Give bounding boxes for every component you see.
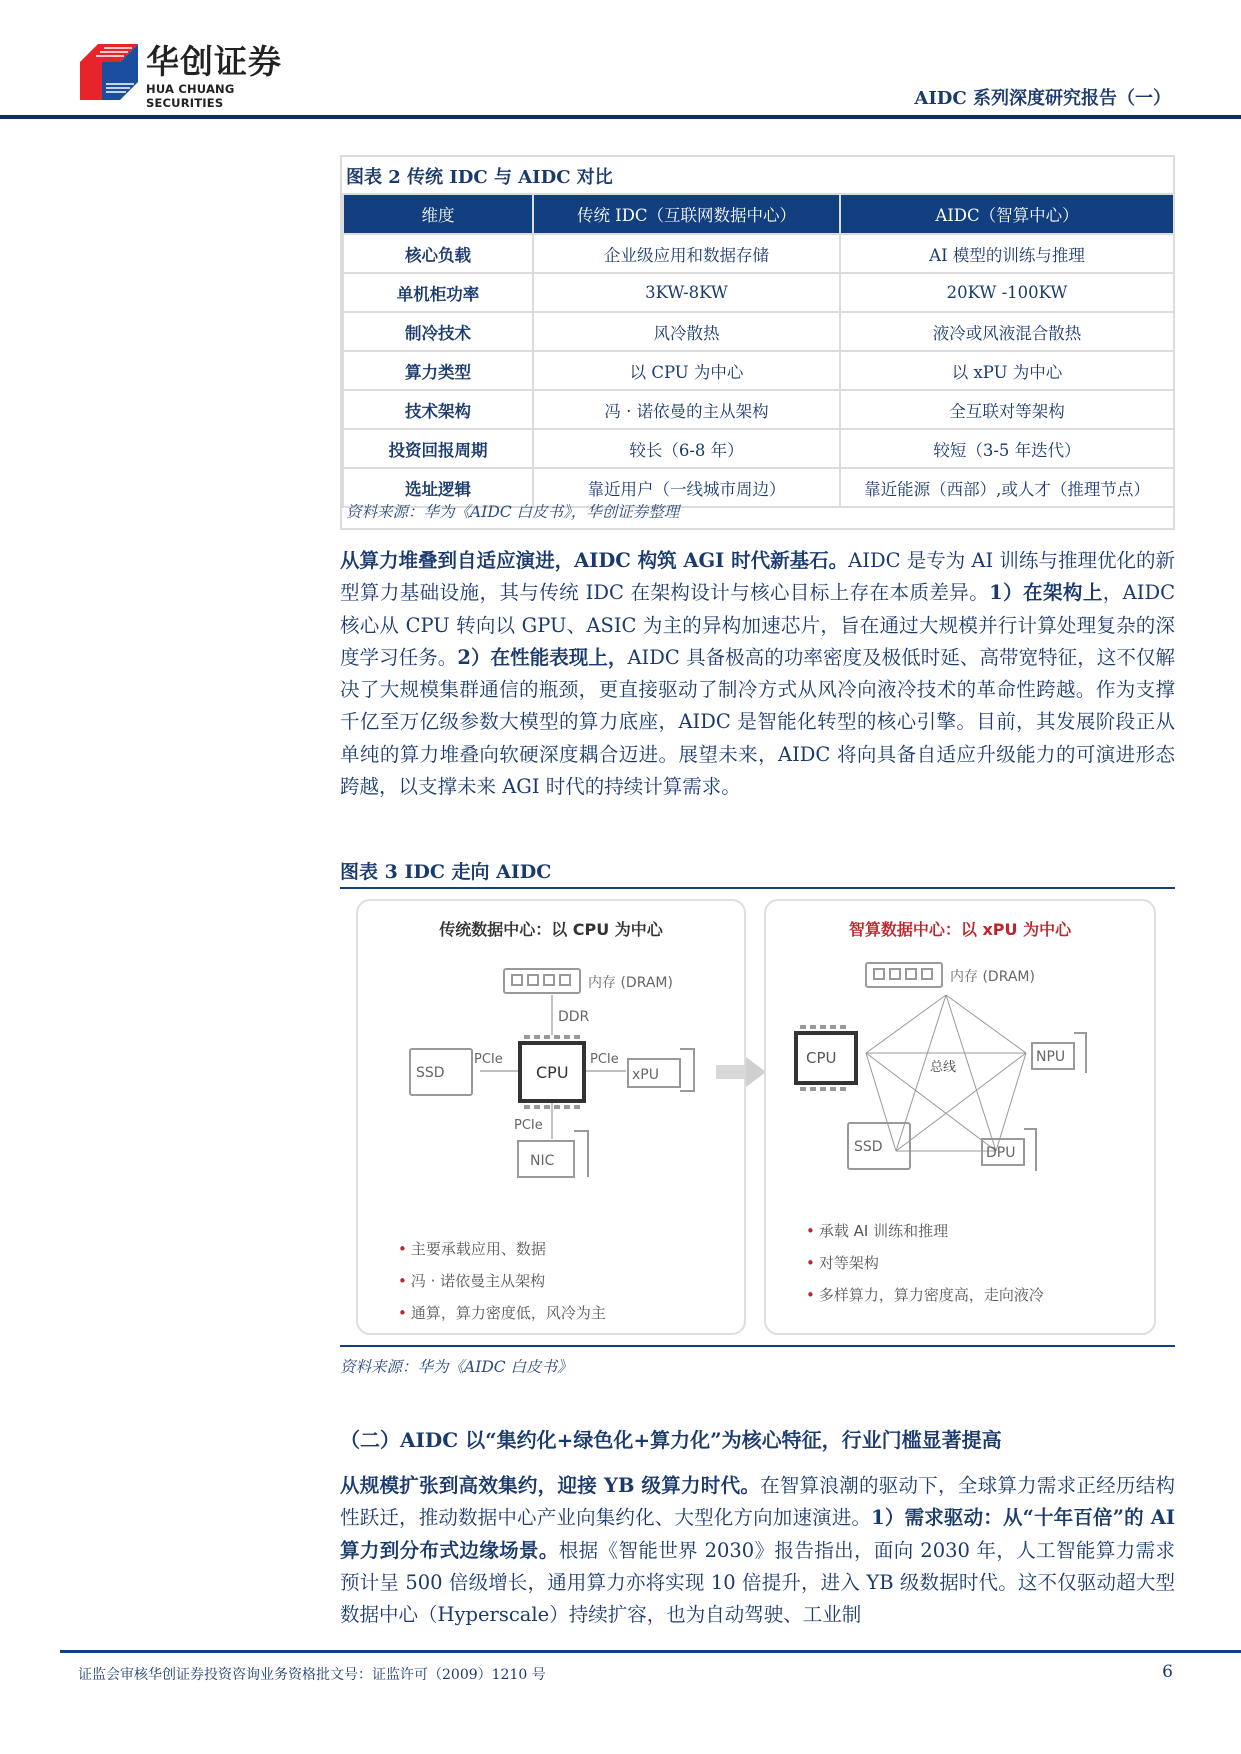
memory-label: 内存 (DRAM) (588, 975, 673, 991)
idc-cell: 以 CPU 为中心 (533, 351, 840, 390)
table-row (343, 234, 1174, 273)
bullet-item: • 多样算力，算力密度高，走向液冷 (806, 1286, 1044, 1304)
paragraph-emphasis: 1）需求驱动：从“十年百倍”的 AI 算力到分布式边缘场景。 (340, 1506, 1175, 1562)
aidc-cell: 液冷或风液混合散热 (840, 312, 1174, 351)
traditional-dc-bullets (398, 1233, 606, 1329)
paragraph-text: 在智算浪潮的驱动下，全球算力需求正经历结构性跃迁，推动数据中心产业向集约化、大型化方向加速演进。 (340, 1474, 1175, 1530)
paragraph-lead: 从算力堆叠到自适应演进，AIDC 构筑 AGI 时代新基石。 (340, 549, 849, 572)
cpu-label: CPU (536, 1063, 569, 1082)
bus-label: 总线 (930, 1060, 957, 1075)
figure-bottom-rule (340, 1345, 1175, 1347)
footer-divider (60, 1650, 1241, 1653)
npu-label: NPU (1036, 1049, 1066, 1065)
dimension-cell: 单机柜功率 (343, 273, 533, 312)
bullet-item: • 主要承载应用、数据 (398, 1240, 546, 1258)
body-paragraph-aidc-overview (340, 545, 1175, 803)
table-row (343, 312, 1174, 351)
idc-cell: 企业级应用和数据存储 (533, 234, 840, 273)
paragraph-text: AIDC 是专为 AI 训练与推理优化的新型算力基础设施，其与传统 IDC 在架构设计与核心目标上存在本质差异。 (340, 549, 1175, 605)
dimension-cell: 选址逻辑 (343, 468, 533, 507)
pcie-label: PCIe (590, 1052, 619, 1067)
paragraph-emphasis: 2）在性能表现上， (457, 645, 628, 669)
transition-arrow-icon (716, 1055, 768, 1089)
intelligent-dc-panel (764, 899, 1156, 1335)
section-heading: （二）AIDC 以“集约化+绿色化+算力化”为核心特征，行业门槛显著提高 (340, 1428, 1002, 1452)
logo-chinese: 华创证券 (146, 42, 282, 81)
panel-title: 传统数据中心：以 CPU 为中心 (439, 920, 663, 939)
xpu-centric-diagram (766, 951, 1154, 1181)
bullet-item: • 承载 AI 训练和推理 (806, 1222, 949, 1240)
cpu-centric-diagram (358, 951, 744, 1181)
dimension-cell: 技术架构 (343, 390, 533, 429)
paragraph-text: 根据《智能世界 2030》报告指出，面向 2030 年，人工智能算力需求预计呈 500 倍级增长，通用算力亦将实现 10 倍提升，进入 YB 级数据时代。这不仅驱动超大型数据中心（Hyperscale）持续扩容，也为自动驾驶、工业制 (340, 1538, 1175, 1627)
traditional-dc-panel (356, 899, 746, 1335)
aidc-cell: 以 xPU 为中心 (840, 351, 1174, 390)
dimension-cell: 投资回报周期 (343, 429, 533, 468)
paragraph-text: ，AIDC 核心从 CPU 转向以 GPU、ASIC 为主的异构加速芯片，旨在通过大规模并行计算处理复杂的深度学习任务。 (340, 581, 1176, 669)
dpu-label: DPU (986, 1145, 1016, 1161)
figure-source-note: 资料来源：华为《AIDC 白皮书》 (340, 1358, 573, 1376)
aidc-cell: 靠近能源（西部）,或人才（推理节点） (840, 468, 1174, 507)
table-row (343, 390, 1174, 429)
table-caption: 图表 2 传统 IDC 与 AIDC 对比 (346, 167, 613, 188)
table-header-row (343, 194, 1174, 234)
dimension-cell: 核心负载 (343, 234, 533, 273)
table-row (343, 351, 1174, 390)
pcie-label: PCIe (514, 1118, 543, 1133)
bullet-item: • 通算，算力密度低，风冷为主 (398, 1304, 606, 1322)
aidc-cell: AI 模型的训练与推理 (840, 234, 1174, 273)
table-row (343, 273, 1174, 312)
dimension-cell: 算力类型 (343, 351, 533, 390)
xpu-label: xPU (632, 1067, 659, 1083)
nic-label: NIC (530, 1153, 555, 1169)
figure-top-rule (340, 887, 1175, 889)
paragraph-lead: 从规模扩张到高效集约，迎接 YB 级算力时代。 (340, 1474, 761, 1497)
paragraph-text: AIDC 具备极高的功率密度及极低时延、高带宽特征，这不仅解决了大规模集群通信的瓶颈，更直接驱动了制冷方式从风冷向液冷技术的革命性跨越。作为支撑千亿至万亿级参数大模型的算力底座，AIDC 是智能化转型的核心引擎。目前，其发展阶段正从单纯的算力堆叠向软硬深度耦合迈进。展望未来，AIDC 将向具备自适应升级能力的可演进形态跨越，以支撑未来 AGI 时代的持续计算需求。 (340, 645, 1175, 799)
bullet-item: • 冯 · 诺依曼主从架构 (398, 1272, 546, 1290)
column-header: AIDC（智算中心） (840, 194, 1174, 234)
aidc-cell: 较短（3-5 年迭代） (840, 429, 1174, 468)
ssd-label: SSD (854, 1139, 883, 1155)
bullet-item: • 对等架构 (806, 1254, 879, 1272)
memory-label: 内存 (DRAM) (950, 969, 1035, 985)
header-divider (0, 115, 1241, 119)
comparison-table-figure (340, 155, 1175, 530)
pcie-label: PCIe (474, 1052, 503, 1067)
panel-title: 智算数据中心：以 xPU 为中心 (848, 920, 1072, 939)
dimension-cell: 制冷技术 (343, 312, 533, 351)
table-row (343, 429, 1174, 468)
aidc-cell: 20KW -100KW (840, 273, 1174, 312)
page-number: 6 (1162, 1662, 1173, 1682)
ssd-label: SSD (416, 1065, 445, 1081)
company-logo (80, 42, 310, 110)
ddr-label: DDR (558, 1009, 590, 1025)
column-header: 传统 IDC（互联网数据中心） (533, 194, 840, 234)
cpu-label: CPU (806, 1049, 837, 1067)
report-title: AIDC 系列深度研究报告（一） (914, 88, 1171, 109)
footer-license: 证监会审核华创证券投资咨询业务资格批文号：证监许可（2009）1210 号 (78, 1667, 546, 1683)
idc-cell: 3KW-8KW (533, 273, 840, 312)
idc-cell: 风冷散热 (533, 312, 840, 351)
intelligent-dc-bullets (806, 1215, 1044, 1311)
aidc-cell: 全互联对等架构 (840, 390, 1174, 429)
idc-cell: 冯 · 诺依曼的主从架构 (533, 390, 840, 429)
logo-cube-icon (80, 44, 138, 100)
paragraph-emphasis: 1）在架构上 (989, 581, 1103, 605)
table-source-note: 资料来源：华为《AIDC 白皮书》，华创证券整理 (346, 503, 680, 521)
logo-english: HUA CHUANG SECURITIES (146, 82, 235, 110)
figure-caption: 图表 3 IDC 走向 AIDC (340, 861, 552, 883)
idc-cell: 靠近用户（一线城市周边） (533, 468, 840, 507)
comparison-table (342, 193, 1175, 508)
body-paragraph-yb-era (340, 1470, 1175, 1631)
column-header: 维度 (343, 194, 533, 234)
idc-cell: 较长（6-8 年） (533, 429, 840, 468)
